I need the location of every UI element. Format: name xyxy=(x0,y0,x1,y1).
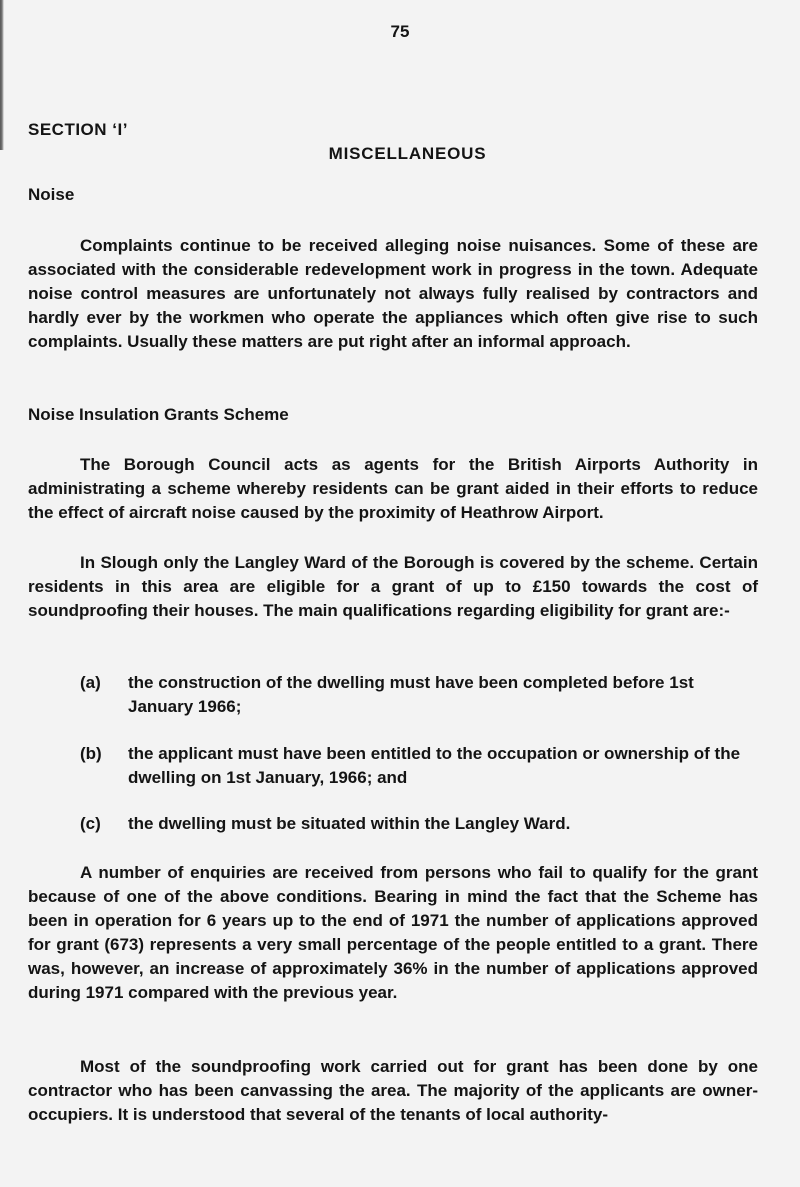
condition-marker: (c) xyxy=(80,814,101,833)
condition-a xyxy=(80,671,760,719)
grants-paragraph-2-text: In Slough only the Langley Ward of the Borough is covered by the scheme. Certain residents in this area are eligible for a grant of up to £150 towards the cost of soundproofing their houses. The main qualifications regarding eligibility for grant are:- xyxy=(28,553,758,620)
noise-paragraph-text: Complaints continue to be received alleging noise nuisances. Some of these are associated with the considerable redevelopment work in progress in the town. Adequate noise control measures are unfortunately not always fully realised by contractors and hardly ever by the workmen who operate the appliances which often give rise to such complaints. Usually these matters are put right after an informal approach. xyxy=(28,236,758,351)
condition-marker: (a) xyxy=(80,673,101,692)
grants-paragraph-3-text: A number of enquiries are received from persons who fail to qualify for the grant because of one of the above conditions. Bearing in mind the fact that the Scheme has been in operation for 6 years up to the end of 1971 the number of applications approved for grant (673) represents a very small percentage of the people entitled to a grant. There was, however, an increase of approximately 36% in the number of applications approved during 1971 compared with the previous year. xyxy=(28,863,758,1002)
condition-text: the dwelling must be situated within the Langley Ward. xyxy=(128,814,571,833)
page-number: 75 xyxy=(390,22,410,41)
grants-paragraph-4-text: Most of the soundproofing work carried out for grant has been done by one contractor who has been canvassing the area. The majority of the applicants are owner-occupiers. It is understood that several of the tenants of local authority- xyxy=(28,1057,758,1124)
noise-paragraph xyxy=(28,234,758,354)
grants-paragraph-4 xyxy=(28,1055,758,1127)
grants-paragraph-2 xyxy=(28,551,758,623)
condition-marker: (b) xyxy=(80,744,102,763)
condition-c xyxy=(80,812,760,836)
grants-paragraph-1-text: The Borough Council acts as agents for the British Airports Authority in administrating a scheme whereby residents can be grant aided in their efforts to reduce the effect of aircraft noise caused by the proximity of Heathrow Airport. xyxy=(28,455,758,522)
section-label: SECTION ‘I’ xyxy=(28,120,128,139)
noise-heading: Noise xyxy=(28,185,75,204)
condition-text: the applicant must have been entitled to the occupation or ownership of the dwelling on 1st January, 1966; and xyxy=(128,744,741,787)
grants-heading: Noise Insulation Grants Scheme xyxy=(28,405,289,424)
section-title: MISCELLANEOUS xyxy=(328,144,487,163)
grants-paragraph-3 xyxy=(28,861,758,1005)
condition-text: the construction of the dwelling must have been completed before 1st January 1966; xyxy=(128,673,694,716)
grants-paragraph-1 xyxy=(28,453,758,525)
condition-b xyxy=(80,742,760,790)
